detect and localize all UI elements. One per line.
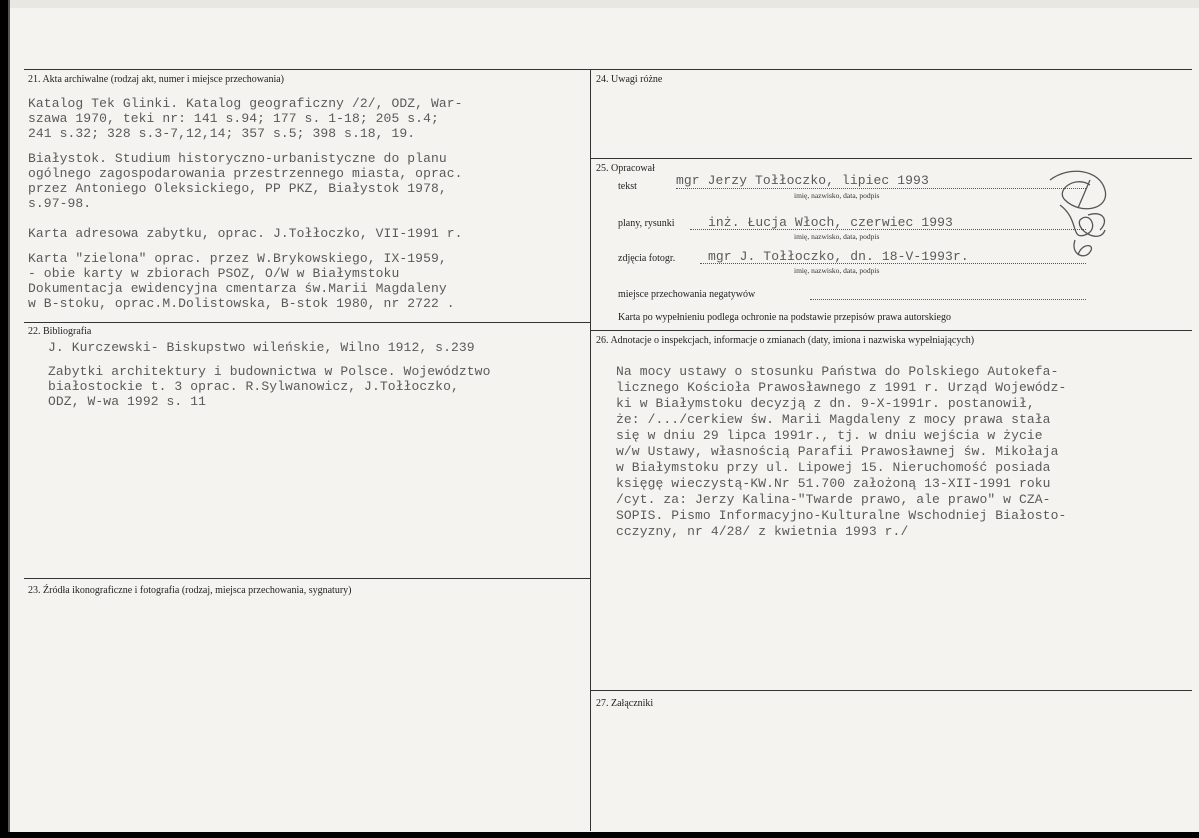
s26-line-3: ki w Białymstoku decyzją z dn. 9-X-1991r. postanowił,: [616, 396, 1035, 411]
s26-line-9: /cyt. za: Jerzy Kalina-"Twarde prawo, ale prawo" w CZA-: [616, 492, 1051, 507]
s21-line-11: Dokumentacja ewidencyjna cmentarza św.Marii Magdaleny: [28, 281, 447, 296]
s21-line-6: przez Antoniego Oleksickiego, PP PKZ, Białystok 1978,: [28, 181, 447, 196]
s21-line-3: 241 s.32; 328 s.3-7,12,14; 357 s.5; 398 s.18, 19.: [28, 126, 416, 141]
s25-negatywy-label: miejsce przechowania negatywów: [618, 289, 756, 300]
s21-line-8: Karta adresowa zabytku, oprac. J.Tołłoczko, VII-1991 r.: [28, 226, 463, 241]
s25-zdjecia-label: zdjęcia fotogr.: [618, 253, 676, 264]
s25-zdjecia-caption: imię, nazwisko, data, podpis: [794, 266, 880, 275]
s25-label: 25. Opracował: [596, 163, 655, 174]
s25-copyright-note: Karta po wypełnieniu podlega ochronie na podstawie przepisów prawa autorskiego: [618, 312, 951, 323]
s21-line-10: - obie karty w zbiorach PSOZ, O/W w Białymstoku: [28, 266, 400, 281]
s21-line-4: Białystok. Studium historyczno-urbanistyczne do planu: [28, 151, 447, 166]
record-card: [8, 0, 1199, 832]
top-rule: [24, 69, 1192, 70]
rule-24-25: [590, 158, 1192, 159]
s26-line-5: się w dniu 29 lipca 1991r., tj. w dniu wejścia w życie: [616, 428, 1043, 443]
s25-plany-caption: imię, nazwisko, data, podpis: [794, 232, 880, 241]
rule-22-23: [24, 578, 590, 579]
center-divider: [590, 69, 591, 831]
s23-label: 23. Źródła ikonograficzne i fotografia (rodzaj, miejsca przechowania, sygnatury): [28, 585, 352, 596]
s25-zdjecia-value: mgr J. Tołłoczko, dn. 18-V-1993r.: [708, 249, 969, 264]
s22-line-3: białostockie t. 3 oprac. R.Sylwanowicz, J.Tołłoczko,: [48, 379, 459, 394]
s21-line-1: Katalog Tek Glinki. Katalog geograficzny /2/, ODZ, War-: [28, 96, 463, 111]
s26-label: 26. Adnotacje o inspekcjach, informacje o zmianach (daty, imiona i nazwiska wypełniających): [596, 335, 975, 346]
s26-line-4: że: /.../cerkiew św. Marii Magdaleny z mocy prawa stała: [616, 412, 1051, 427]
s21-line-9: Karta "zielona" oprac. przez W.Brykowskiego, IX-1959,: [28, 251, 447, 266]
s22-line-1: J. Kurczewski- Biskupstwo wileńskie, Wilno 1912, s.239: [48, 340, 475, 355]
s25-plany-line: [690, 229, 1086, 230]
rule-21-22: [24, 322, 590, 323]
s26-line-10: SOPIS. Pismo Informacyjno-Kulturalne Wschodniej Białosto-: [616, 508, 1067, 523]
s25-zdjecia-line: [700, 263, 1086, 264]
s21-line-2: szawa 1970, teki nr: 141 s.94; 177 s. 1-18; 205 s.4;: [28, 111, 439, 126]
s26-line-6: w/w Ustawy, własnością Parafii Prawosławnej św. Mikołaja: [616, 444, 1059, 459]
s26-line-8: księgę wieczystą-KW.Nr 51.700 założoną 13-XII-1991 roku: [616, 476, 1051, 491]
s25-plany-label: plany, rysunki: [618, 218, 675, 229]
s21-line-12: w B-stoku, oprac.M.Dolistowska, B-stok 1980, nr 2722 .: [28, 296, 455, 311]
s27-label: 27. Załączniki: [596, 698, 654, 709]
s25-plany-value: inż. Łucja Włoch, czerwiec 1993: [708, 215, 953, 230]
s21-line-7: s.97-98.: [28, 196, 92, 211]
s25-tekst-line: [676, 188, 1086, 189]
s22-line-4: ODZ, W-wa 1992 s. 11: [48, 394, 207, 409]
s21-line-5: ogólnego zagospodarowania przestrzennego miasta, oprac.: [28, 166, 463, 181]
s25-negatywy-line: [810, 299, 1086, 300]
s26-line-1: Na mocy ustawy o stosunku Państwa do Polskiego Autokefa-: [616, 364, 1059, 379]
s25-tekst-value: mgr Jerzy Tołłoczko, lipiec 1993: [676, 173, 929, 188]
s25-tekst-caption: imię, nazwisko, data, podpis: [794, 191, 880, 200]
card-top-edge: [10, 0, 1199, 8]
s26-line-11: cczyzny, nr 4/28/ z kwietnia 1993 r./: [616, 524, 909, 539]
s26-line-2: licznego Kościoła Prawosławnego z 1991 r. Urząd Wojewódz-: [616, 380, 1067, 395]
rule-25-26: [590, 330, 1192, 331]
handwritten-signature: [1030, 160, 1130, 272]
s22-label: 22. Bibliografia: [28, 326, 92, 337]
rule-26-27: [590, 690, 1192, 691]
s26-line-7: w Białymstoku przy ul. Lipowej 15. Nieruchomość posiada: [616, 460, 1051, 475]
s21-label: 21. Akta archiwalne (rodzaj akt, numer i miejsce przechowania): [28, 74, 285, 85]
s22-line-2: Zabytki architektury i budownictwa w Polsce. Województwo: [48, 364, 491, 379]
s24-label: 24. Uwagi różne: [596, 74, 663, 85]
s25-tekst-label: tekst: [618, 181, 637, 192]
